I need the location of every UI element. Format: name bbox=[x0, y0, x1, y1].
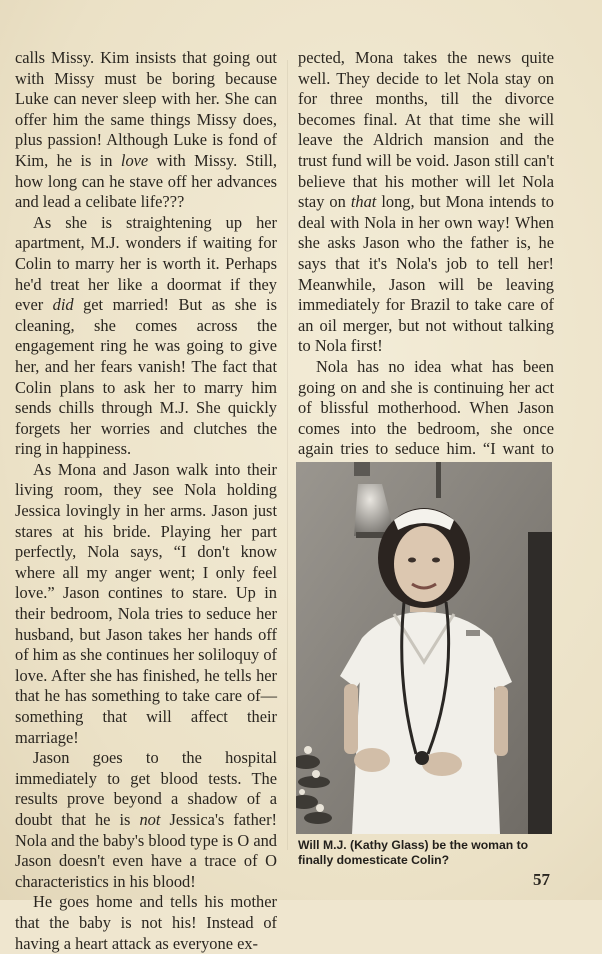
body-paragraph bbox=[298, 48, 554, 357]
text-column-left bbox=[15, 48, 277, 954]
photo-caption: Will M.J. (Kathy Glass) be the woman to finally domesticate Colin? bbox=[298, 838, 529, 867]
column-gutter bbox=[287, 60, 288, 850]
text-segment: with Missy. Still, how long can he stave off her advances and lead a celibate life??? bbox=[15, 150, 278, 212]
text-segment: As she is straightening up her apartment, M.J. wonders if waiting for Colin to marry her is worth it. Perhaps he'd treat her like a doormat if they ever bbox=[15, 212, 277, 315]
italic-text: love bbox=[120, 150, 149, 170]
body-paragraph bbox=[15, 460, 277, 748]
italic-text: not bbox=[139, 809, 161, 829]
body-paragraph bbox=[15, 748, 277, 892]
italic-text: that bbox=[350, 192, 377, 212]
body-paragraph bbox=[15, 892, 277, 954]
text-segment: long, but Mona intends to deal with Nola in her own way! When she asks Jason who the father is, he says that it's Nola's job to tell her! Meanwhile, Jason will be leaving immediately for Brazil to take care of an oil merger, but not without talking to Nola first! bbox=[298, 192, 554, 356]
body-paragraph bbox=[15, 213, 277, 460]
text-segment: pected, Mona takes the news quite well. They decide to let Nola stay on for three months, till the divorce becomes final. At that time she will leave the Aldrich mansion and the trust fund will be void. Jason still can't believe that his mother will let Nola stay on bbox=[298, 48, 554, 212]
page-number: 57 bbox=[533, 870, 550, 889]
text-column-right bbox=[298, 48, 554, 480]
photo-nurse-portrait bbox=[296, 462, 552, 834]
text-segment: As Mona and Jason walk into their living room, they see Nola holding Jessica lovingly in her arms. Jason just stares at his bride. Playing her part perfectly, Nola says, “I don't know where all my anger went; I only feel love.” Jason contines to stare. Up in their bedroom, Nola tries to seduce her husband, but Jason takes her hands off of him as she continues her soliloquy of love. After she has finished, he tells her that he has something to take care of—something that will affect their marriage! bbox=[15, 459, 277, 747]
photo-illustration bbox=[296, 462, 552, 834]
text-segment: get married! But as she is cleaning, she comes across the engagement ring he was going to give her, and her fears vanish! The fact that Colin plans to ask her to marry him sends chills through M.J. She quickly forgets her worries and clutches the ring in happiness. bbox=[15, 295, 277, 459]
text-segment: Nola has no idea what has been going on and she is continuing her act of blissful motherhood. When Jason comes into the bedroom, she once again tries to seduce him. “I want to bbox=[298, 356, 554, 459]
text-segment: Jason goes to the hospital immediately to get blood tests. The results prove beyond a shadow of a doubt that he is bbox=[15, 748, 277, 829]
text-segment: Jessica's father! Nola and the baby's blood type is O and Jason doesn't even have a trace of O characteristics in his blood! bbox=[15, 809, 277, 891]
text-segment: calls Missy. Kim insists that going out with Missy must be boring because Luke can never sleep with her. She can offer him the same things Missy does, plus passion! Although Luke is fond of Kim, he is in bbox=[15, 48, 277, 170]
text-segment: He goes home and tells his mother that the baby is not his! Instead of having a heart attack as everyone ex- bbox=[15, 892, 277, 953]
body-paragraph bbox=[15, 48, 277, 213]
italic-text: did bbox=[52, 295, 74, 315]
